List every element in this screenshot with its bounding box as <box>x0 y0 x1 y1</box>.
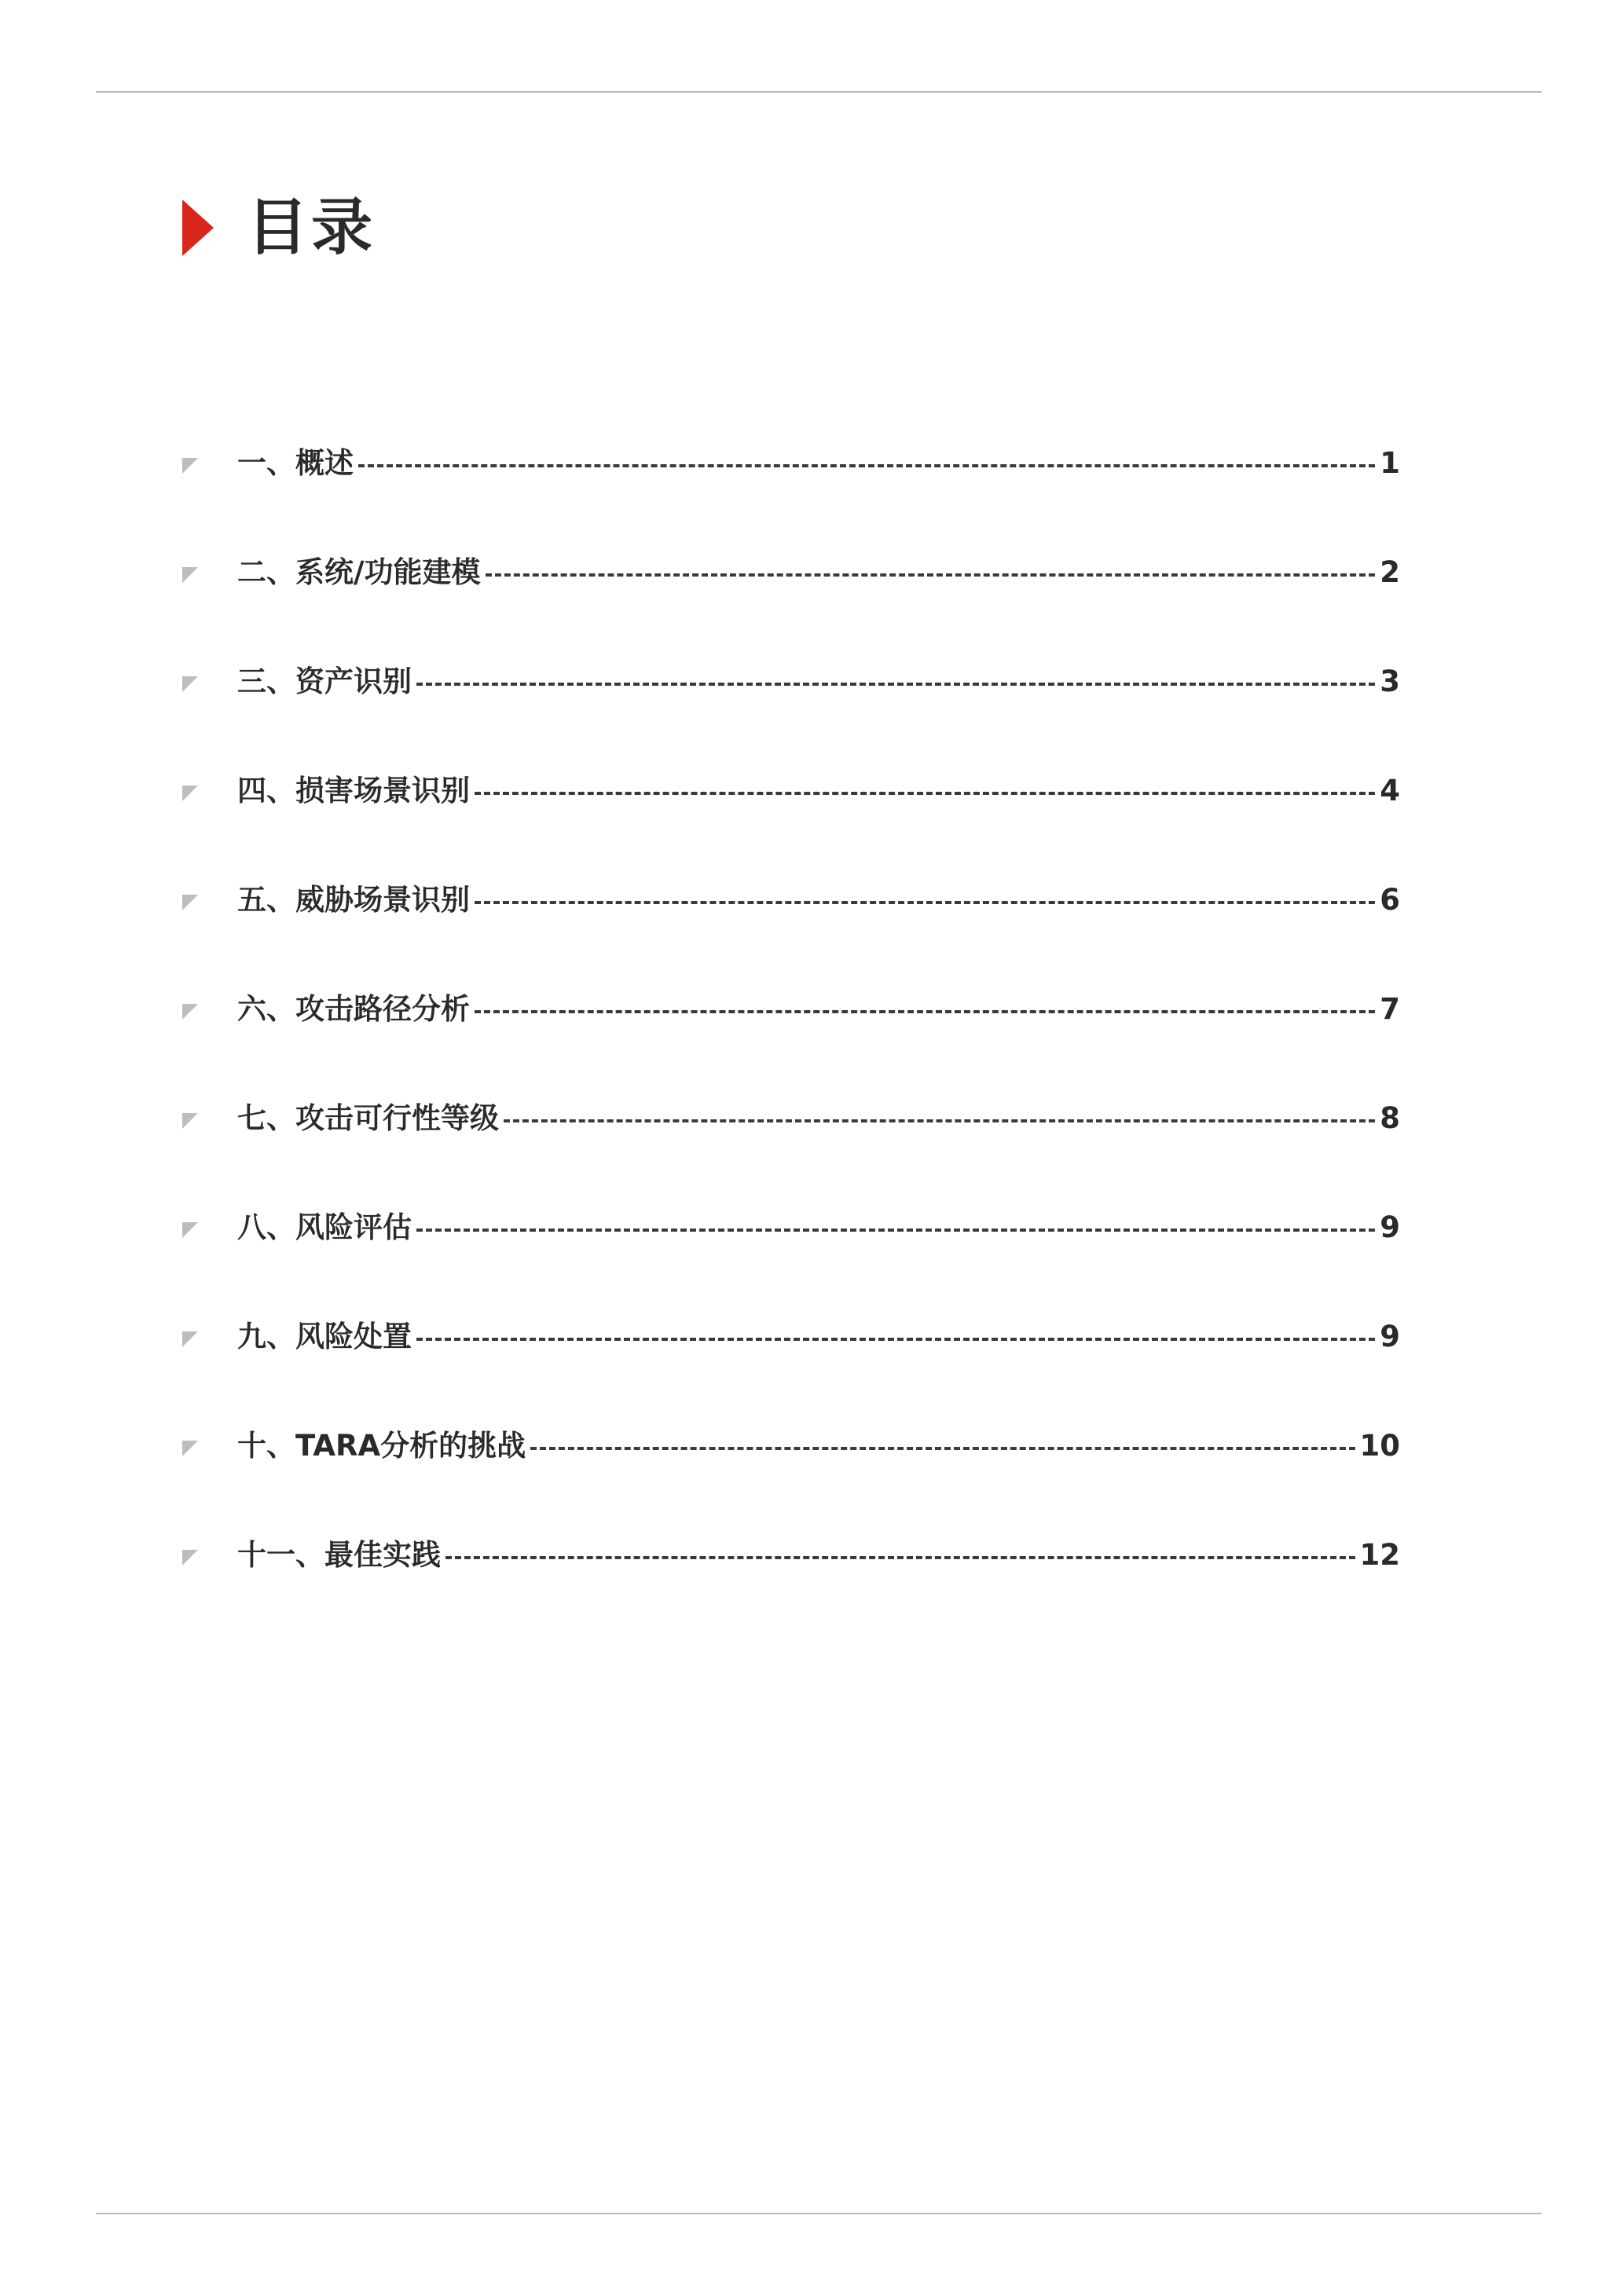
page-title: 目录 <box>247 192 376 263</box>
toc-entry-label: 十一、最佳实践 <box>237 1538 441 1572</box>
toc-entry[interactable] <box>182 736 1400 845</box>
toc-page-number: 6 <box>1380 883 1400 917</box>
corner-marker-icon <box>182 676 198 692</box>
toc-entry-label: 三、资产识别 <box>237 665 412 698</box>
toc-page-number: 7 <box>1380 992 1400 1026</box>
toc-entry-label: 八、风险评估 <box>237 1210 412 1244</box>
toc-entry-label: 二、系统/功能建模 <box>237 555 481 589</box>
bottom-rule <box>96 2213 1542 2214</box>
top-rule <box>96 91 1542 93</box>
dot-leader <box>475 1010 1375 1013</box>
dot-leader <box>504 1119 1375 1122</box>
toc-entry-label: 七、攻击可行性等级 <box>237 1101 499 1135</box>
toc-entry[interactable] <box>182 1391 1400 1500</box>
toc-entry-label: 九、风险处置 <box>237 1320 412 1353</box>
dot-leader <box>416 1229 1375 1232</box>
toc-entry[interactable] <box>182 1500 1400 1609</box>
toc-entry[interactable] <box>182 1173 1400 1282</box>
dot-leader <box>475 792 1375 795</box>
corner-marker-icon <box>182 458 198 474</box>
toc-entry[interactable] <box>182 627 1400 736</box>
corner-marker-icon <box>182 1550 198 1565</box>
toc-page-number: 10 <box>1359 1429 1400 1463</box>
dot-leader <box>530 1447 1355 1450</box>
corner-marker-icon <box>182 1222 198 1238</box>
table-of-contents <box>182 408 1400 1609</box>
corner-marker-icon <box>182 1441 198 1456</box>
toc-entry-label: 一、概述 <box>237 446 354 480</box>
toc-entry-label: 十、TARA分析的挑战 <box>237 1429 526 1463</box>
corner-marker-icon <box>182 785 198 801</box>
page-title-block <box>182 189 376 267</box>
corner-marker-icon <box>182 895 198 910</box>
dot-leader <box>445 1556 1355 1559</box>
toc-page-number: 4 <box>1380 774 1400 807</box>
dot-leader <box>416 683 1375 686</box>
toc-entry[interactable] <box>182 845 1400 954</box>
title-arrow-icon <box>182 200 214 256</box>
toc-entry-label: 五、威胁场景识别 <box>237 883 470 917</box>
toc-page-number: 2 <box>1380 555 1400 589</box>
corner-marker-icon <box>182 1004 198 1020</box>
dot-leader <box>475 901 1375 904</box>
toc-entry[interactable] <box>182 408 1400 518</box>
corner-marker-icon <box>182 1331 198 1347</box>
toc-page-number: 9 <box>1380 1210 1400 1244</box>
corner-marker-icon <box>182 567 198 583</box>
toc-page-number: 3 <box>1380 665 1400 698</box>
toc-entry[interactable] <box>182 518 1400 627</box>
dot-leader <box>416 1338 1375 1341</box>
toc-page-number: 1 <box>1380 446 1400 480</box>
corner-marker-icon <box>182 1113 198 1129</box>
toc-page-number: 8 <box>1380 1101 1400 1135</box>
toc-entry[interactable] <box>182 1282 1400 1391</box>
toc-entry-label: 四、损害场景识别 <box>237 774 470 807</box>
dot-leader <box>358 464 1375 467</box>
toc-entry[interactable] <box>182 954 1400 1064</box>
dot-leader <box>486 573 1376 577</box>
toc-entry-label: 六、攻击路径分析 <box>237 992 470 1026</box>
toc-page-number: 9 <box>1380 1320 1400 1353</box>
toc-page-number: 12 <box>1359 1538 1400 1572</box>
toc-entry[interactable] <box>182 1064 1400 1173</box>
